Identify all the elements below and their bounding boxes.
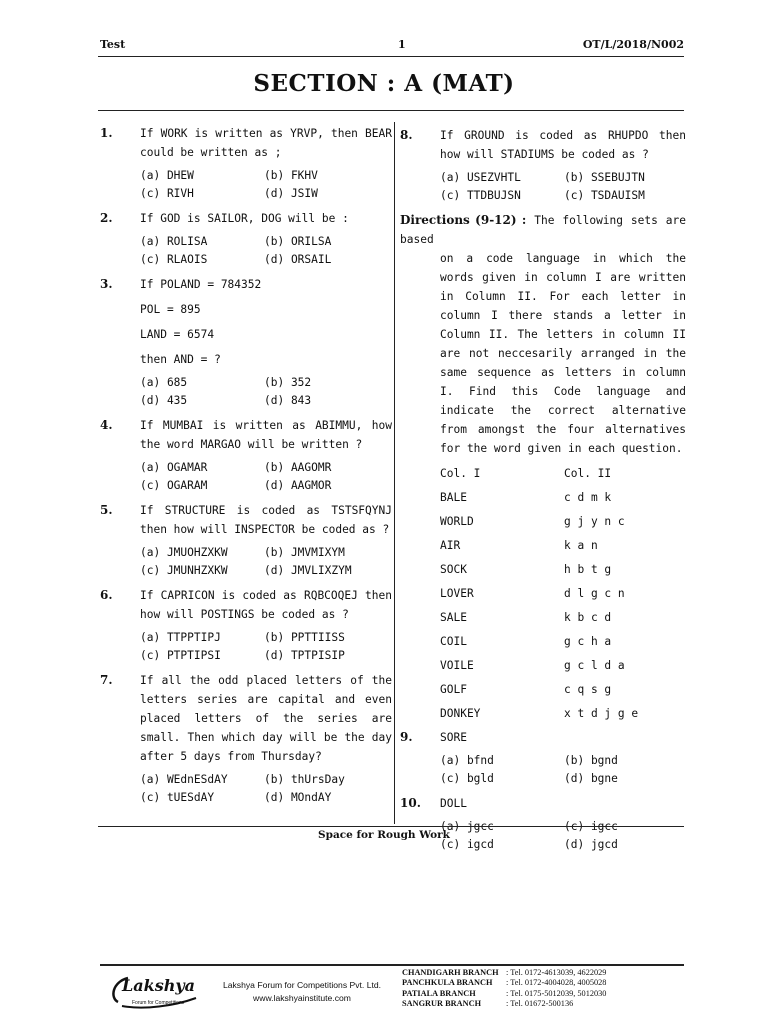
question-8: [400, 126, 686, 205]
option: (d) 435: [140, 394, 188, 407]
question-1: [100, 124, 392, 203]
question-9: [400, 728, 686, 788]
option: (c) OGARAM: [140, 479, 208, 492]
footer-rule: [100, 964, 684, 966]
option: (a) bfnd: [440, 754, 494, 767]
table-word: WORLD: [440, 515, 474, 528]
question-text: If GROUND is coded as RHUPDO then how will STADIUMS be coded as ?: [440, 129, 686, 161]
lakshya-logo: [104, 972, 204, 1012]
option: (d) bgne: [564, 772, 618, 785]
directions-block: [400, 211, 686, 458]
option: (c) igcd: [440, 838, 494, 851]
options-grid: [140, 374, 392, 410]
question-text: If POLAND = 784352: [140, 278, 262, 291]
option: (c) bgld: [440, 772, 494, 785]
option: (b) AAGOMR: [264, 461, 332, 474]
branch-phone: : Tel. 0172-4613039, 4622029: [506, 968, 607, 977]
option: (d) AAGMOR: [264, 479, 332, 492]
question-number: 3.: [100, 277, 113, 291]
table-word: LOVER: [440, 587, 474, 600]
question-text: If WORK is written as YRVP, then BEAR could be written as ;: [140, 127, 392, 159]
branch-name: CHANDIGARH BRANCH: [402, 968, 499, 977]
option: (d) ORSAIL: [264, 253, 332, 266]
question-text: If STRUCTURE is coded as TSTSFQYNJ then how will INSPECTOR be coded as ?: [140, 504, 392, 536]
branch-row: [402, 968, 606, 978]
options-grid: [140, 629, 392, 665]
option: (c) RIVH: [140, 187, 194, 200]
option: (b) JMVMIXYM: [264, 546, 345, 559]
branch-phone: : Tel. 0172-4004028, 4005028: [506, 978, 607, 988]
option: (d) JMVLIXZYM: [264, 564, 352, 577]
section-title: SECTION : A (MAT): [253, 70, 515, 97]
option: (a) OGAMAR: [140, 461, 208, 474]
question-text: SORE: [440, 731, 467, 744]
option: (a) ROLISA: [140, 235, 208, 248]
option: (a) WEdnESdAY: [140, 773, 228, 786]
table-word: DONKEY: [440, 707, 481, 720]
options-grid: [140, 544, 392, 580]
option: (b) bgnd: [564, 754, 618, 767]
question-text: If MUMBAI is written as ABIMMU, how the word MARGAO will be written ?: [140, 419, 392, 451]
options-grid: [140, 459, 392, 495]
option: (c) TSDAUISM: [564, 189, 645, 202]
branch-name: PATIALA BRANCH: [402, 988, 476, 998]
option: (b) FKHV: [264, 169, 318, 182]
header-test-label: Test: [100, 38, 126, 51]
option: (d) JSIW: [264, 187, 318, 200]
table-header: Col. II: [564, 467, 612, 480]
option: (b) 352: [264, 376, 312, 389]
branch-phone: : Tel. 0175-5012039, 5012030: [506, 988, 607, 998]
option: (c) RLAOIS: [140, 253, 208, 266]
table-code: k b c d: [564, 611, 612, 624]
option: (a) 685: [140, 376, 188, 389]
column-divider: [394, 122, 395, 824]
question-subline: then AND = ?: [140, 353, 221, 366]
question-number: 5.: [100, 503, 113, 517]
option: (d) 843: [264, 394, 312, 407]
option: (a) jgcc: [440, 820, 494, 833]
question-3: [100, 275, 392, 410]
question-6: [100, 586, 392, 665]
table-code: k a n: [564, 539, 598, 552]
question-10: [400, 794, 686, 854]
option: (c) igcc: [564, 820, 618, 833]
left-column: [100, 124, 392, 813]
table-word: AIR: [440, 539, 461, 552]
question-number: 2.: [100, 211, 113, 225]
option: (b) thUrsDay: [264, 773, 345, 786]
option: (d) MOndAY: [264, 791, 332, 804]
branch-row: [402, 989, 606, 999]
title-rule: [98, 110, 684, 111]
question-number: 8.: [400, 128, 413, 142]
table-code: g c l d a: [564, 659, 625, 672]
question-subline: POL = 895: [140, 303, 201, 316]
branch-name: PANCHKULA BRANCH: [402, 978, 493, 988]
table-code: g c h a: [564, 635, 612, 648]
question-2: [100, 209, 392, 269]
question-subline: LAND = 6574: [140, 328, 215, 341]
option: (c) JMUNHZXKW: [140, 564, 228, 577]
question-number: 4.: [100, 418, 113, 432]
table-header: Col. I: [440, 467, 481, 480]
options-grid: [140, 233, 392, 269]
question-7: [100, 671, 392, 807]
table-word: COIL: [440, 635, 467, 648]
question-4: [100, 416, 392, 495]
question-text: If CAPRICON is coded as RQBCOQEJ then how will POSTINGS be coded as ?: [140, 589, 392, 621]
header-rule: [98, 56, 684, 57]
table-word: BALE: [440, 491, 467, 504]
table-word: SOCK: [440, 563, 467, 576]
question-number: 9.: [400, 730, 413, 744]
question-number: 6.: [100, 588, 113, 602]
page-number: 1: [398, 38, 406, 51]
question-number: 10.: [400, 796, 421, 810]
option: (b) SSEBUJTN: [564, 171, 645, 184]
directions-body: on a code language in which the words given in column I are written in Column II. For each letter in column I there stands a letter in Column II. The letters in column II are not neccesarily arranged in the same sequence as letters in column I. Find this Code language and indicate the correct alternative from amongst the four alternatives for the word given in each question.: [440, 252, 686, 455]
option: (a) TTPPTIPJ: [140, 631, 221, 644]
option: (c) tUESdAY: [140, 791, 215, 804]
option: (a) USEZVHTL: [440, 171, 521, 184]
question-text: If all the odd placed letters of the letters series are capital and even placed letters of the series are small. Then which day will be the day after 5 days from Thursday?: [140, 674, 392, 763]
options-grid: [440, 169, 686, 205]
rough-work-label: Space for Rough Work: [318, 829, 450, 841]
options-grid: [440, 752, 686, 788]
code-table: [400, 462, 686, 726]
branch-row: [402, 999, 606, 1009]
branch-phone: : Tel. 01672-500136: [506, 998, 574, 1008]
question-5: [100, 501, 392, 580]
table-code: c q s g: [564, 683, 612, 696]
option: (b) ORILSA: [264, 235, 332, 248]
question-number: 7.: [100, 673, 113, 687]
logo-tagline: Forum for Competitions: [132, 1000, 185, 1006]
option: (c) TTDBUJSN: [440, 189, 521, 202]
table-word: SALE: [440, 611, 467, 624]
options-grid: [140, 167, 392, 203]
directions-label: Directions (9-12) :: [400, 213, 527, 227]
branch-row: [402, 978, 606, 988]
company-website[interactable]: www.lakshyainstitute.com: [253, 993, 351, 1003]
option: (d) TPTPISIP: [264, 649, 345, 662]
table-code: g j y n c: [564, 515, 625, 528]
table-code: d l g c n: [564, 587, 625, 600]
right-column: [400, 126, 686, 860]
option: (a) JMUOHZXKW: [140, 546, 228, 559]
question-text: If GOD is SAILOR, DOG will be :: [140, 212, 349, 225]
option: (d) jgcd: [564, 838, 618, 851]
question-number: 1.: [100, 126, 113, 140]
bottom-rule: [98, 826, 684, 827]
logo-text: Lakshya: [122, 976, 196, 995]
paper-code: OT/L/2018/N002: [582, 38, 684, 51]
company-name: Lakshya Forum for Competitions Pvt. Ltd.: [222, 980, 382, 990]
table-code: x t d j g e: [564, 707, 639, 720]
table-code: h b t g: [564, 563, 612, 576]
question-text: DOLL: [440, 797, 467, 810]
branch-name: SANGRUR BRANCH: [402, 998, 482, 1008]
option: (a) DHEW: [140, 169, 194, 182]
table-word: GOLF: [440, 683, 467, 696]
option: (c) PTPTIPSI: [140, 649, 221, 662]
company-info: [214, 979, 390, 1005]
branch-list: [402, 968, 606, 1009]
table-word: VOILE: [440, 659, 474, 672]
table-code: c d m k: [564, 491, 612, 504]
directions-lead: The following sets are based: [400, 214, 686, 246]
options-grid: [140, 771, 392, 807]
option: (b) PPTTIISS: [264, 631, 345, 644]
